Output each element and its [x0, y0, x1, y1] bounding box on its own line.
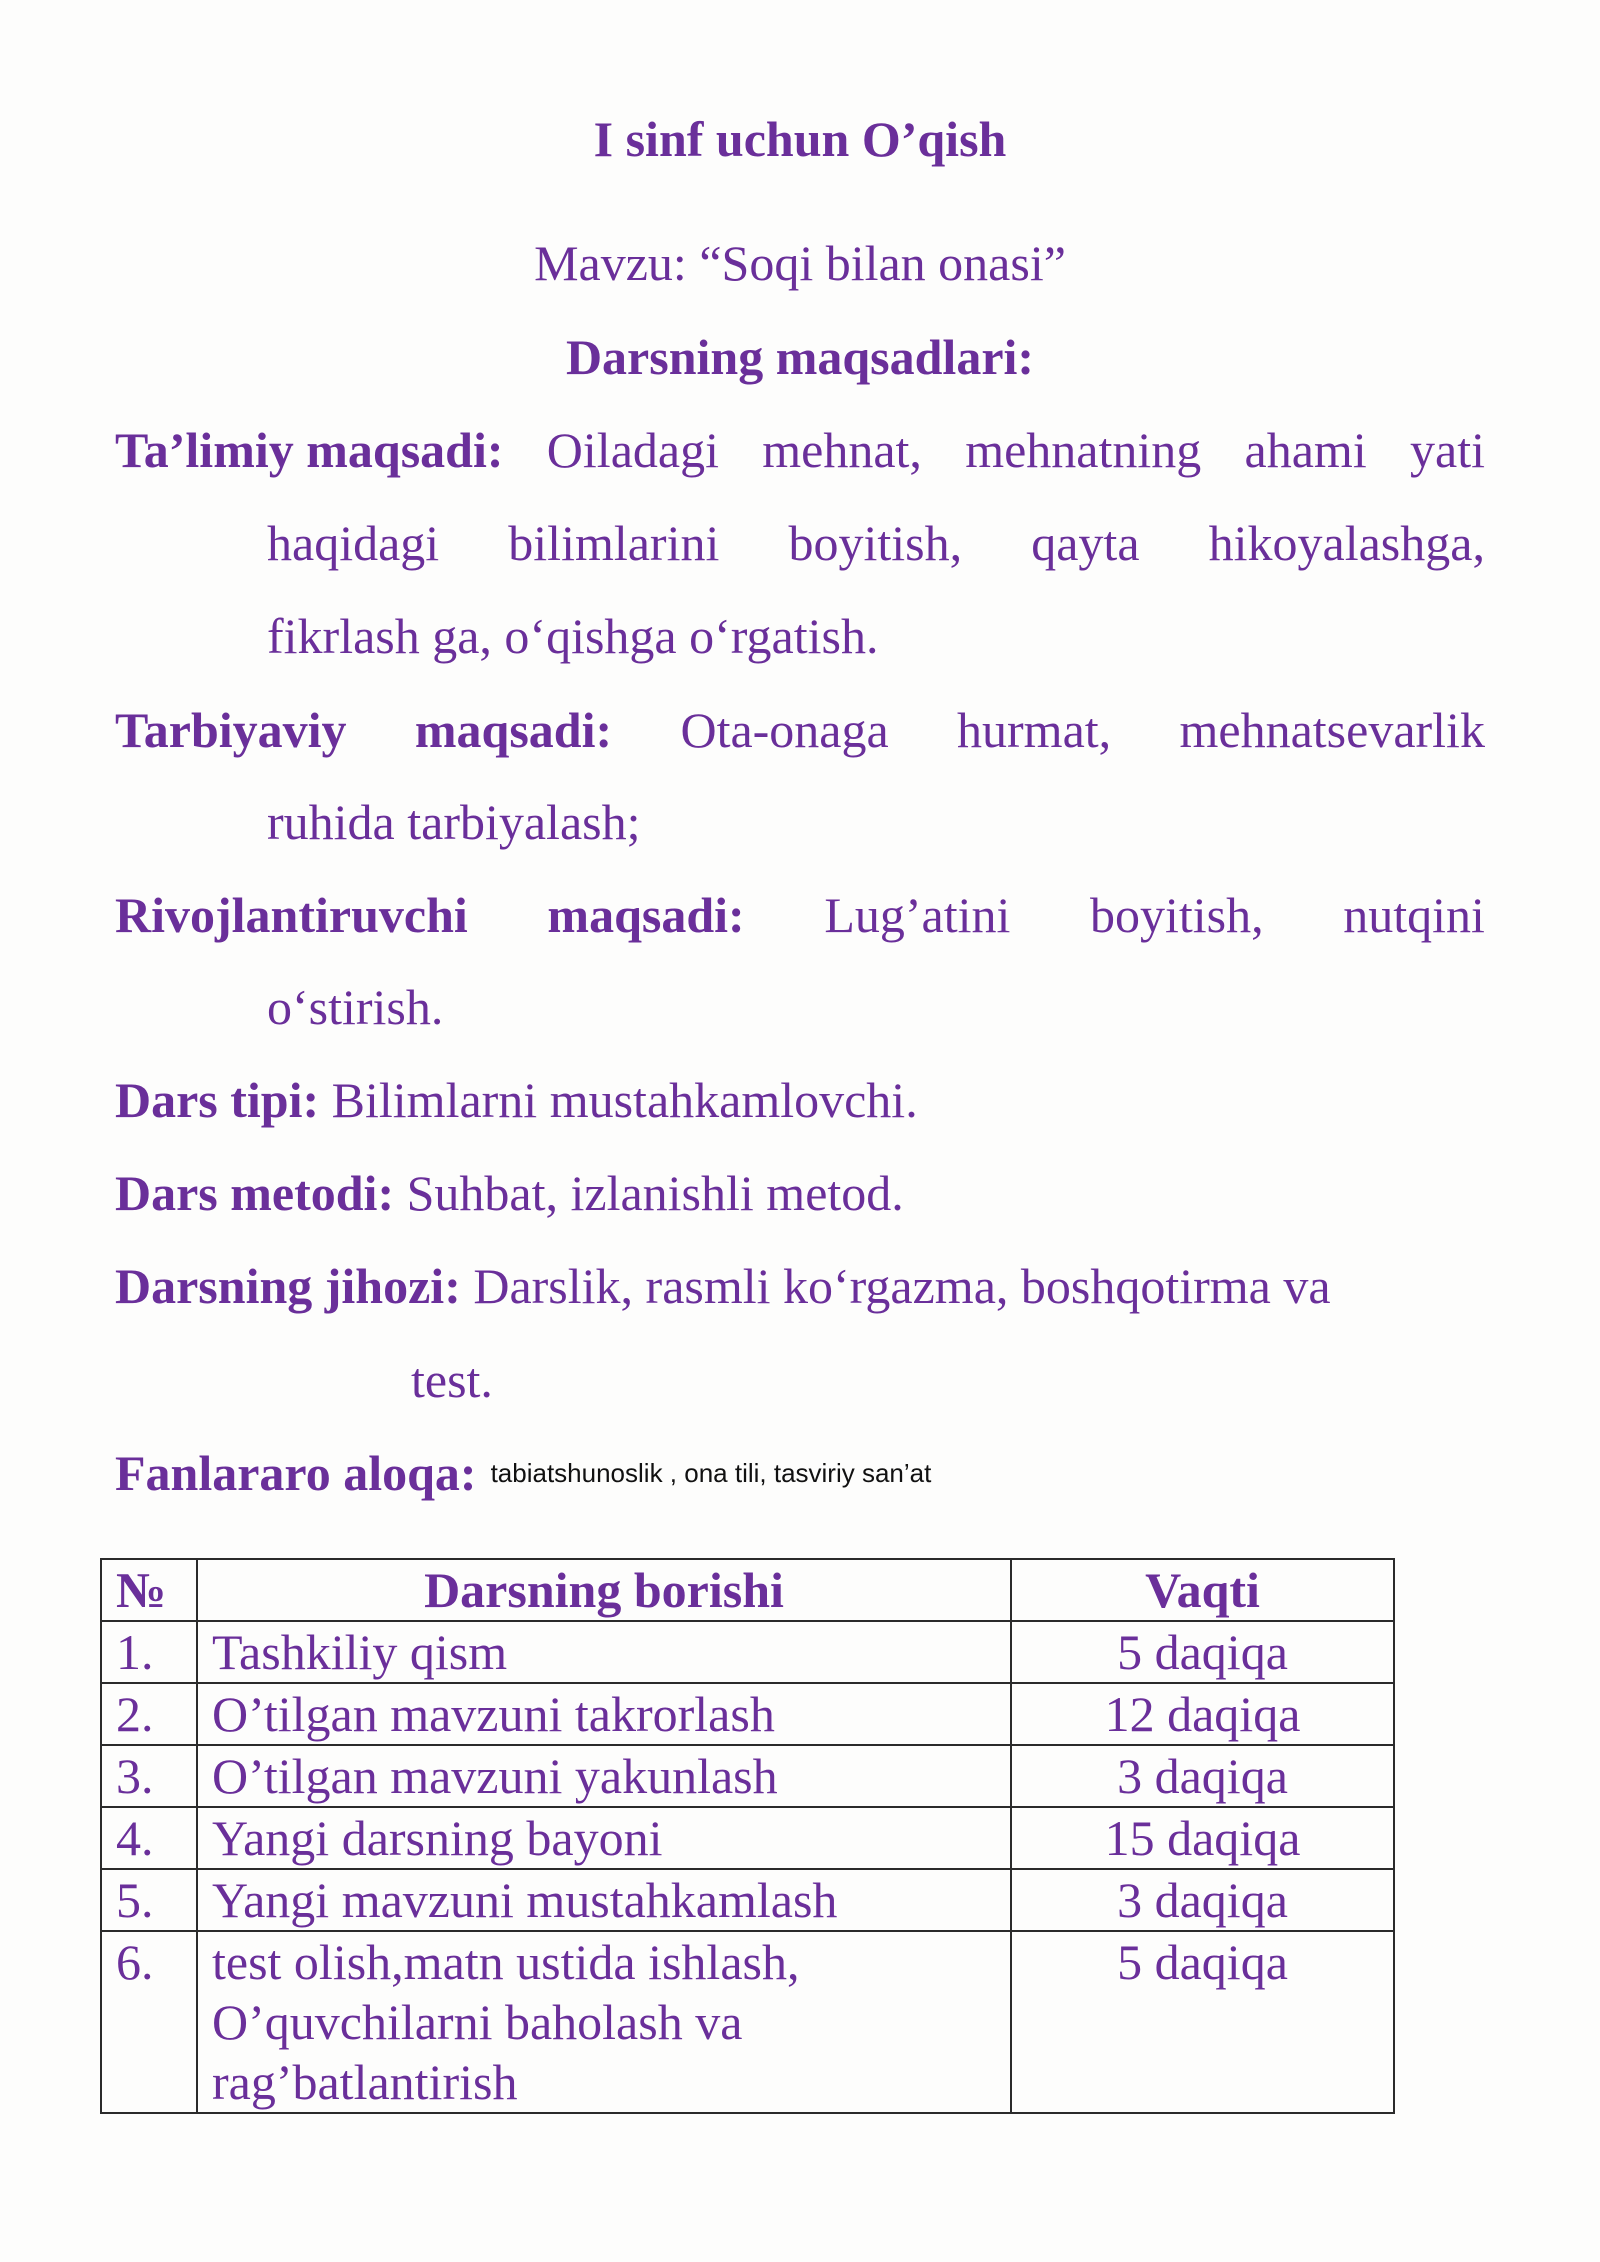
table-row	[101, 1683, 1394, 1745]
lesson-type-label: Dars tipi:	[115, 1072, 320, 1128]
header-step: Darsning borishi	[197, 1559, 1011, 1621]
goal-word: Oiladagi	[546, 422, 719, 478]
developmental-goal-line-2: o‘stirish.	[267, 979, 444, 1035]
lesson-type-value: Bilimlarni mustahkamlovchi.	[319, 1072, 918, 1128]
equipment-label: Darsning jihozi:	[115, 1258, 461, 1314]
header-number: №	[101, 1559, 197, 1621]
goal-word: nutqini	[1343, 887, 1485, 943]
educational-goal-line-2	[267, 513, 1485, 573]
goal-word: Ota-onaga	[680, 702, 889, 758]
lesson-method-value: Suhbat, izlanishli metod.	[394, 1165, 904, 1221]
goal-word: haqidagi	[267, 515, 440, 571]
goal-word: mehnat,	[762, 422, 922, 478]
developmental-goal-label: maqsadi:	[547, 887, 745, 943]
equipment-value: Darslik, rasmli ko‘rgazma, boshqotirma va	[460, 1258, 1331, 1314]
row-step: O’tilgan mavzuni yakunlash	[197, 1745, 1011, 1807]
row-step: Yangi darsning bayoni	[197, 1807, 1011, 1869]
header-time: Vaqti	[1011, 1559, 1394, 1621]
goal-word: boyitish,	[1090, 887, 1264, 943]
table-row	[101, 1931, 1394, 2113]
row-number: 4.	[101, 1807, 197, 1869]
lesson-method	[115, 1163, 904, 1223]
lesson-method-label: Dars metodi:	[115, 1165, 395, 1221]
row-step: Tashkiliy qism	[197, 1621, 1011, 1683]
developmental-goal-label: Rivojlantiruvchi	[115, 887, 468, 943]
upbringing-goal-label: Tarbiyaviy	[115, 702, 347, 758]
row-time: 15 daqiqa	[1011, 1807, 1394, 1869]
row-step: O’tilgan mavzuni takrorlash	[197, 1683, 1011, 1745]
row-time: 5 daqiqa	[1011, 1621, 1394, 1683]
goal-word: boyitish,	[788, 515, 963, 571]
row-step-line: O’quvchilarni baholash va	[212, 1994, 743, 2050]
goal-word: qayta	[1031, 515, 1140, 571]
goal-word: hikoyalashga,	[1208, 515, 1485, 571]
goal-word: ahami	[1244, 422, 1367, 478]
table-row	[101, 1745, 1394, 1807]
goal-word: hurmat,	[957, 702, 1112, 758]
row-time: 3 daqiqa	[1011, 1745, 1394, 1807]
row-step-line: test olish,matn ustida ishlash,	[212, 1934, 800, 1990]
row-step	[197, 1931, 1011, 2113]
developmental-goal-line-1	[115, 885, 1485, 945]
educational-goal-line-3: fikrlash ga, o‘qishga o‘rgatish.	[267, 608, 879, 664]
row-number: 1.	[101, 1621, 197, 1683]
goal-word: mehnatsevarlik	[1179, 702, 1485, 758]
upbringing-goal-label: maqsadi:	[414, 702, 613, 758]
interdisciplinary-value: tabiatshunoslik , ona tili, tasviriy san’at	[490, 1458, 932, 1488]
row-time: 3 daqiqa	[1011, 1869, 1394, 1931]
goals-heading: Darsning maqsadlari:	[565, 329, 1035, 385]
equipment	[115, 1256, 1331, 1316]
row-number: 2.	[101, 1683, 197, 1745]
row-number: 5.	[101, 1869, 197, 1931]
row-number: 6.	[101, 1931, 197, 2113]
row-time: 5 daqiqa	[1011, 1931, 1394, 2113]
row-time: 12 daqiqa	[1011, 1683, 1394, 1745]
interdisciplinary	[115, 1443, 931, 1503]
row-number: 3.	[101, 1745, 197, 1807]
equipment-continuation: test.	[411, 1352, 493, 1408]
lesson-steps-table	[100, 1558, 1395, 2114]
interdisciplinary-label: Fanlararo aloqa:	[115, 1445, 477, 1501]
upbringing-goal-line-2: ruhida tarbiyalash;	[267, 794, 641, 850]
lesson-type	[115, 1070, 918, 1130]
goal-word: yati	[1410, 422, 1485, 478]
educational-goal-line-1	[115, 420, 1485, 480]
table-row	[101, 1869, 1394, 1931]
goal-word: mehnatning	[965, 422, 1202, 478]
lesson-topic: Mavzu: “Soqi bilan onasi”	[534, 235, 1066, 291]
document-title: I sinf uchun O’qish	[593, 111, 1007, 167]
table-header-row	[101, 1559, 1394, 1621]
table-row	[101, 1621, 1394, 1683]
row-step: Yangi mavzuni mustahkamlash	[197, 1869, 1011, 1931]
goal-word: bilimlarini	[508, 515, 720, 571]
goal-word: Lug’atini	[824, 887, 1011, 943]
educational-goal-label: Ta’limiy maqsadi:	[115, 422, 504, 478]
table-row	[101, 1807, 1394, 1869]
upbringing-goal-line-1	[115, 700, 1485, 760]
row-step-line: rag’batlantirish	[212, 2054, 518, 2110]
